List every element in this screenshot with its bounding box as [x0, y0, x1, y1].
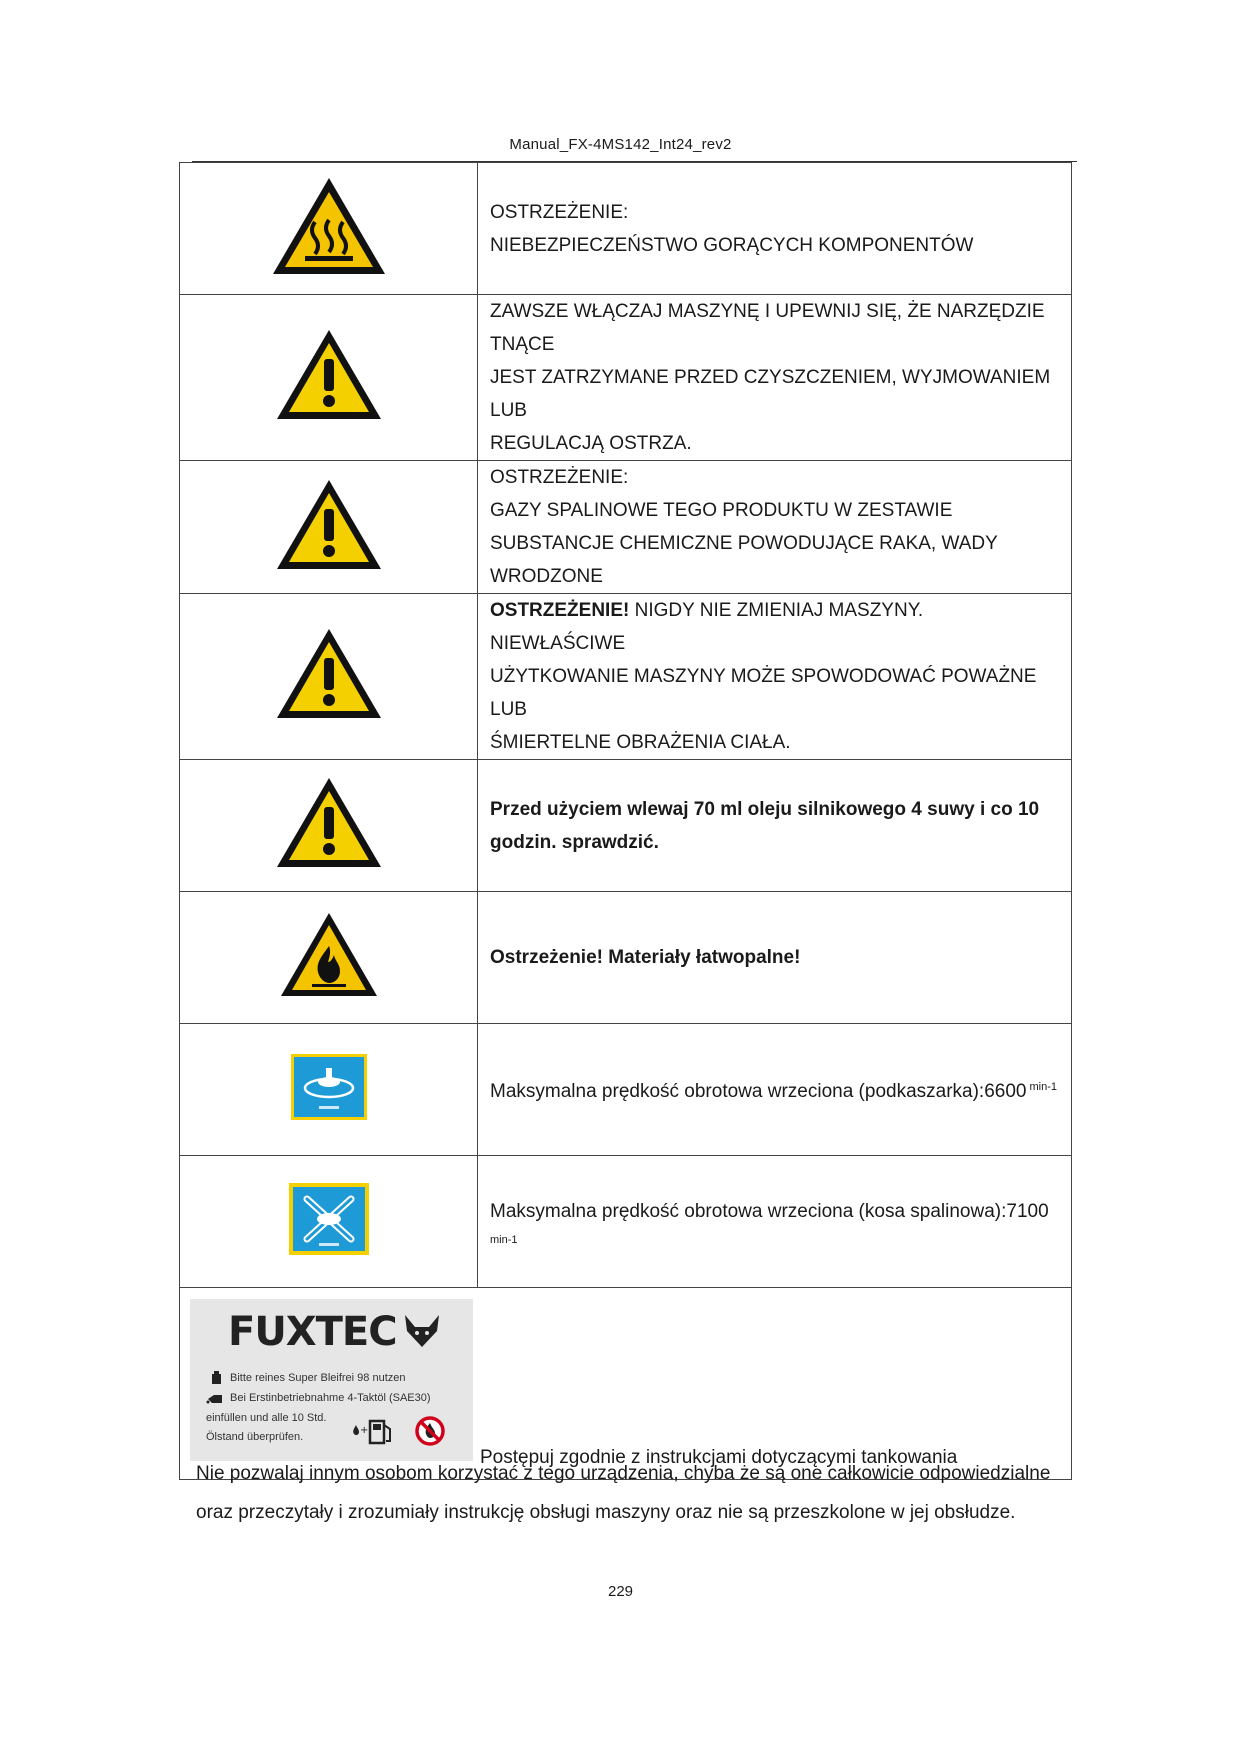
warning-exclamation-icon	[274, 327, 384, 423]
warning-text: OSTRZEŻENIE:	[490, 467, 629, 488]
fuel-instruction-text: Postępuj zgodnie z instrukcjami dotyczącymi tankowania	[480, 1447, 958, 1468]
warning-text: OSTRZEŻENIE:	[490, 201, 629, 223]
document-header: Manual_FX-4MS142_Int24_rev2	[509, 136, 732, 153]
paragraph-line: oraz przeczytały i zrozumiały instrukcję obsługi maszyny oraz nie są przeszkolone w jej obsłudze.	[196, 1502, 1016, 1523]
flammable-warning-text: Ostrzeżenie! Materiały łatwopalne!	[490, 947, 801, 968]
warning-text: JEST ZATRZYMANE PRZED CZYSZCZENIEM, WYJMOWANIEM LUB	[490, 367, 1051, 421]
warning-text: SUBSTANCJE CHEMICZNE POWODUJĄCE RAKA, WADY	[490, 533, 998, 554]
table-row	[180, 295, 1072, 461]
table-row	[180, 892, 1072, 1024]
table-row	[180, 163, 1072, 295]
warning-exclamation-icon	[274, 775, 384, 871]
warning-text: NIEBEZPIECZEŃSTWO GORĄCYCH KOMPONENTÓW	[490, 234, 974, 256]
brush-blade-icon	[289, 1183, 369, 1255]
speed-unit: min-1	[490, 1234, 518, 1246]
fuel-label-line: Bei Erstinbetriebnahme 4-Taktöl (SAE30)	[230, 1392, 431, 1404]
warning-text: GAZY SPALINOWE TEGO PRODUKTU W ZESTAWIE	[490, 500, 953, 521]
table-row	[180, 760, 1072, 892]
warning-label: OSTRZEŻENIE!	[490, 600, 630, 621]
fuel-label-line: Bitte reines Super Bleifrei 98 nutzen	[230, 1372, 406, 1384]
fuel-can-icon	[210, 1371, 224, 1385]
fuel-pump-icon	[350, 1415, 396, 1447]
fuel-label-line: Ölstand überprüfen.	[206, 1431, 304, 1443]
hot-surface-icon	[269, 174, 389, 278]
oil-instruction-text: Przed użyciem wlewaj 70 ml oleju silnikowego 4 suwy i co 10	[490, 798, 1040, 820]
warning-text: UŻYTKOWANIE MASZYNY MOŻE SPOWODOWAĆ POWAŻNE LUB	[490, 666, 1037, 720]
brand-logo: FUXTEC	[228, 1309, 397, 1355]
spindle-speed-text: Maksymalna prędkość obrotowa wrzeciona (podkaszarka):6600	[490, 1081, 1027, 1102]
fuel-label-image	[190, 1299, 473, 1461]
warning-exclamation-icon	[274, 477, 384, 573]
table-row	[180, 1156, 1072, 1288]
body-paragraph	[196, 1454, 1096, 1532]
warning-text: ZAWSZE WŁĄCZAJ MASZYNĘ I UPEWNIJ SIĘ, ŻE NARZĘDZIE TNĄCE	[490, 301, 1045, 355]
table-row	[180, 1288, 1072, 1480]
fuel-label-line: einfüllen und alle 10 Std.	[206, 1412, 327, 1424]
svg-text:+: +	[360, 1425, 369, 1436]
flammable-icon	[278, 910, 380, 1000]
table-row	[180, 461, 1072, 594]
spindle-speed-text: Maksymalna prędkość obrotowa wrzeciona (kosa spalinowa):7100	[490, 1201, 1049, 1222]
warning-text: ŚMIERTELNE OBRAŻENIA CIAŁA.	[490, 732, 791, 753]
warning-text: WRODZONE	[490, 566, 603, 587]
warning-text: REGULACJĄ OSTRZA.	[490, 433, 692, 454]
paragraph-line: Nie pozwalaj innym osobom korzystać z tego urządzenia, chyba że są one całkowicie odpowiedzialne	[196, 1463, 1051, 1484]
no-fire-icon	[414, 1415, 446, 1447]
trimmer-head-icon	[291, 1054, 367, 1120]
fox-logo-icon	[403, 1313, 441, 1349]
table-row	[180, 1024, 1072, 1156]
safety-symbols-table	[179, 162, 1072, 1480]
oil-can-icon	[206, 1391, 226, 1405]
warning-text: NIGDY NIE ZMIENIAJ MASZYNY. NIEWŁAŚCIWE	[490, 600, 924, 654]
speed-unit: min-1	[1029, 1081, 1057, 1093]
oil-instruction-text: godzin. sprawdzić.	[490, 831, 659, 853]
page-number: 229	[607, 1583, 634, 1600]
warning-exclamation-icon	[274, 626, 384, 722]
table-row	[180, 594, 1072, 760]
